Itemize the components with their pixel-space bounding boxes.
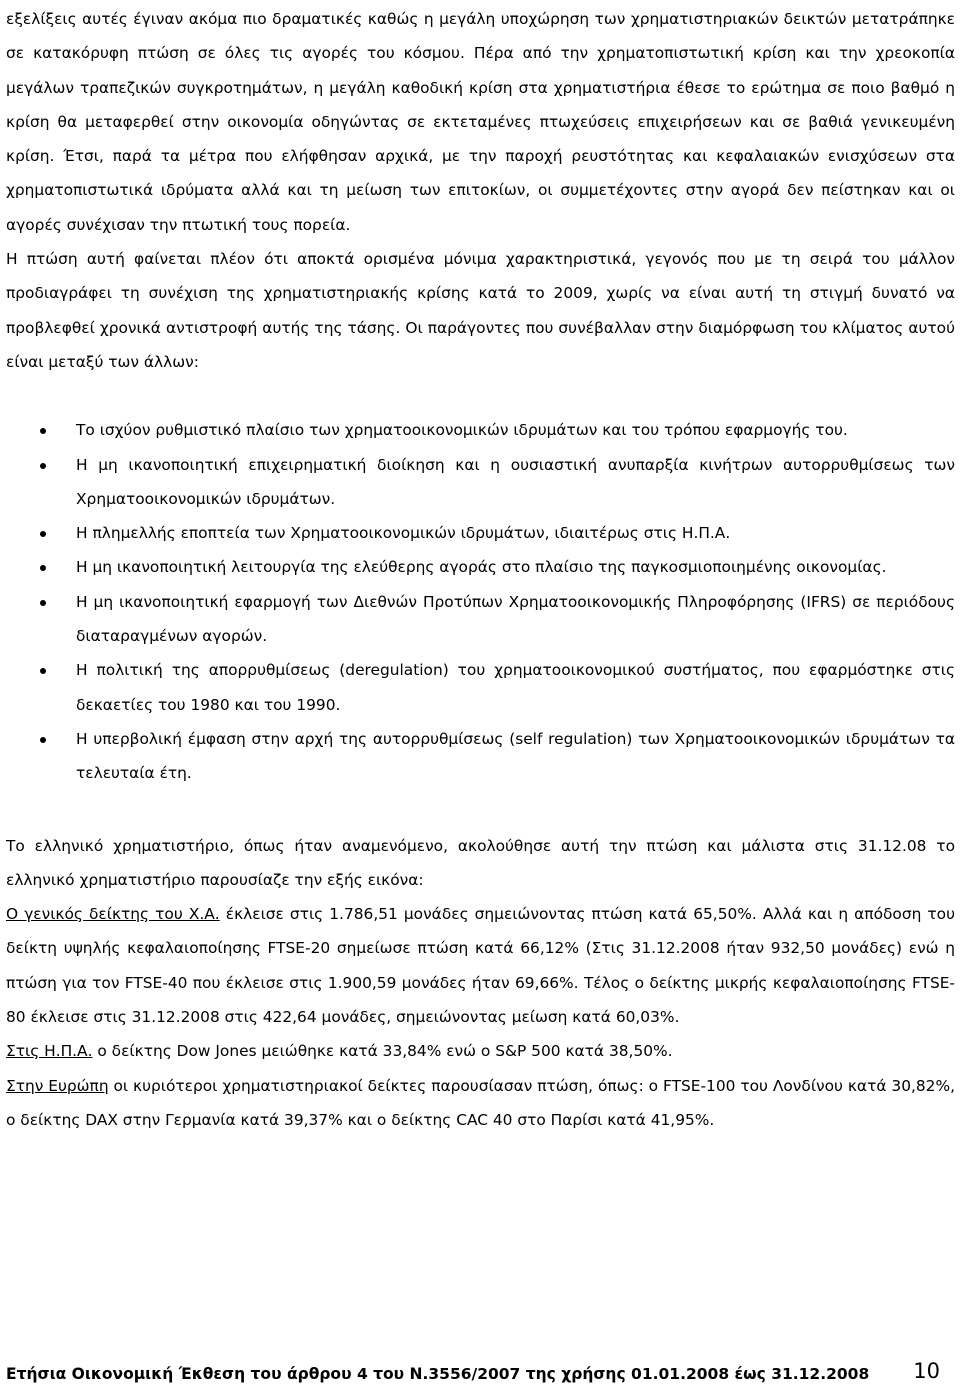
- list-item: Η μη ικανοποιητική εφαρμογή των Διεθνών Προτύπων Χρηματοοικονομικής Πληροφόρησης (IFRS) σε περιόδους διαταραγμένων αγορών.: [6, 585, 955, 654]
- list-item: Η πολιτική της απορρυθμίσεως (deregulation) του χρηματοοικονομικού συστήματος, που εφαρμόστηκε στις δεκαετίες του 1980 και του 1990.: [6, 653, 955, 722]
- general-index-label: Ο γενικός δείκτης του Χ.Α.: [6, 905, 220, 924]
- europe-text: οι κυριότεροι χρηματιστηριακοί δείκτες παρουσίασαν πτώση, όπως: ο FTSE-100 του Λονδίνου κατά 30,82%, ο δείκτης DAX στην Γερμανία κατά 39,37% και ο δείκτης CAC 40 στο Παρίσι κατά 41,95%.: [6, 1076, 955, 1129]
- document-page: [0, 2, 960, 1394]
- page-footer: [6, 1359, 940, 1383]
- paragraph-fall: Η πτώση αυτή φαίνεται πλέον ότι αποκτά ορισμένα μόνιμα χαρακτηριστικά, γεγονός που με τη σειρά του μάλλον προδιαγράφει τη συνέχιση της χρηματιστηριακής κρίσης κατά το 2009, χωρίς να είναι αυτή τη στιγμή δυνατό να προβλεφθεί χρονικά αντιστροφή αυτής της τάσης. Οι παράγοντες που συνέβαλλαν στην διαμόρφωση του κλίματος αυτού είναι μεταξύ των άλλων:: [6, 250, 955, 371]
- list-item: Το ισχύον ρυθμιστικό πλαίσιο των χρηματοοικονομικών ιδρυμάτων και του τρόπου εφαρμογής του.: [6, 413, 955, 447]
- usa-label: Στις Η.Π.Α.: [6, 1042, 93, 1061]
- paragraph-general-index: [6, 897, 955, 1034]
- usa-text: ο δείκτης Dow Jones μειώθηκε κατά 33,84% ενώ ο S&P 500 κατά 38,50%.: [92, 1042, 673, 1061]
- paragraph-greek-market: Το ελληνικό χρηματιστήριο, όπως ήταν αναμενόμενο, ακολούθησε αυτή την πτώση και μάλιστα στις 31.12.08 το ελληνικό χρηματιστήριο παρουσίαζε την εξής εικόνα:: [6, 836, 955, 889]
- paragraph-usa: [6, 1034, 955, 1068]
- list-item: Η μη ικανοποιητική λειτουργία της ελεύθερης αγοράς στο πλαίσιο της παγκοσμιοποιημένης οικονομίας.: [6, 550, 955, 584]
- paragraph-europe: [6, 1069, 955, 1138]
- europe-label: Στην Ευρώπη: [6, 1076, 109, 1095]
- page-number: 10: [913, 1359, 940, 1383]
- factors-list: [6, 413, 955, 790]
- general-index-text: έκλεισε στις 1.786,51 μονάδες σημειώνοντας πτώση κατά 65,50%. Αλλά και η απόδοση του δείκτη υψηλής κεφαλαιοποίησης FTSE-20 σημείωσε πτώση κατά 66,12% (Στις 31.12.2008 ήταν 932,50 μονάδες) ενώ η πτώση για τον FTSE-40 που έκλεισε στις 1.900,59 μονάδες ήταν 69,66%. Τέλος ο δείκτης μικρής κεφαλαιοποίησης FTSE-80 έκλεισε στις 31.12.2008 στις 422,64 μονάδες, σημειώνοντας μείωση κατά 60,03%.: [6, 905, 955, 1027]
- list-item: Η μη ικανοποιητική επιχειρηματική διοίκηση και η ουσιαστική ανυπαρξία κινήτρων αυτορρυθμίσεως των Χρηματοοικονομικών ιδρυμάτων.: [6, 448, 955, 517]
- list-item: Η πλημελλής εποπτεία των Χρηματοοικονομικών ιδρυμάτων, ιδιαιτέρως στις Η.Π.Α.: [6, 516, 955, 550]
- list-item: Η υπερβολική έμφαση στην αρχή της αυτορρυθμίσεως (self regulation) των Χρηματοοικονομικών ιδρυμάτων τα τελευταία έτη.: [6, 722, 955, 791]
- footer-title: Ετήσια Οικονομική Έκθεση του άρθρου 4 του Ν.3556/2007 της χρήσης 01.01.2008 έως 31.12.2008: [6, 1365, 870, 1383]
- paragraph-intro: εξελίξεις αυτές έγιναν ακόμα πιο δραματικές καθώς η μεγάλη υποχώρηση των χρηματιστηριακών δεικτών μετατράπηκε σε κατακόρυφη πτώση σε όλες τις αγορές του κόσμου. Πέρα από την χρηματοπιστωτική κρίση και την χρεοκοπία μεγάλων τραπεζικών συγκροτημάτων, η μεγάλη καθοδική κρίση στα χρηματιστήρια έθεσε το ερώτημα σε ποιο βαθμό η κρίση θα μεταφερθεί στην οικονομία οδηγώντας σε εκτεταμένες πτωχεύσεις επιχειρήσεων και σε βαθιά γενικευμένη κρίση. Έτσι, παρά τα μέτρα που ελήφθησαν αρχικά, με την παροχή ρευστότητας και κεφαλαιακών ενισχύσεων στα χρηματοπιστωτικά ιδρύματα αλλά και τη μείωση των επιτοκίων, οι συμμετέχοντες στην αγορά δεν πείστηκαν και οι αγορές συνέχισαν την πτωτική τους πορεία.: [6, 10, 955, 234]
